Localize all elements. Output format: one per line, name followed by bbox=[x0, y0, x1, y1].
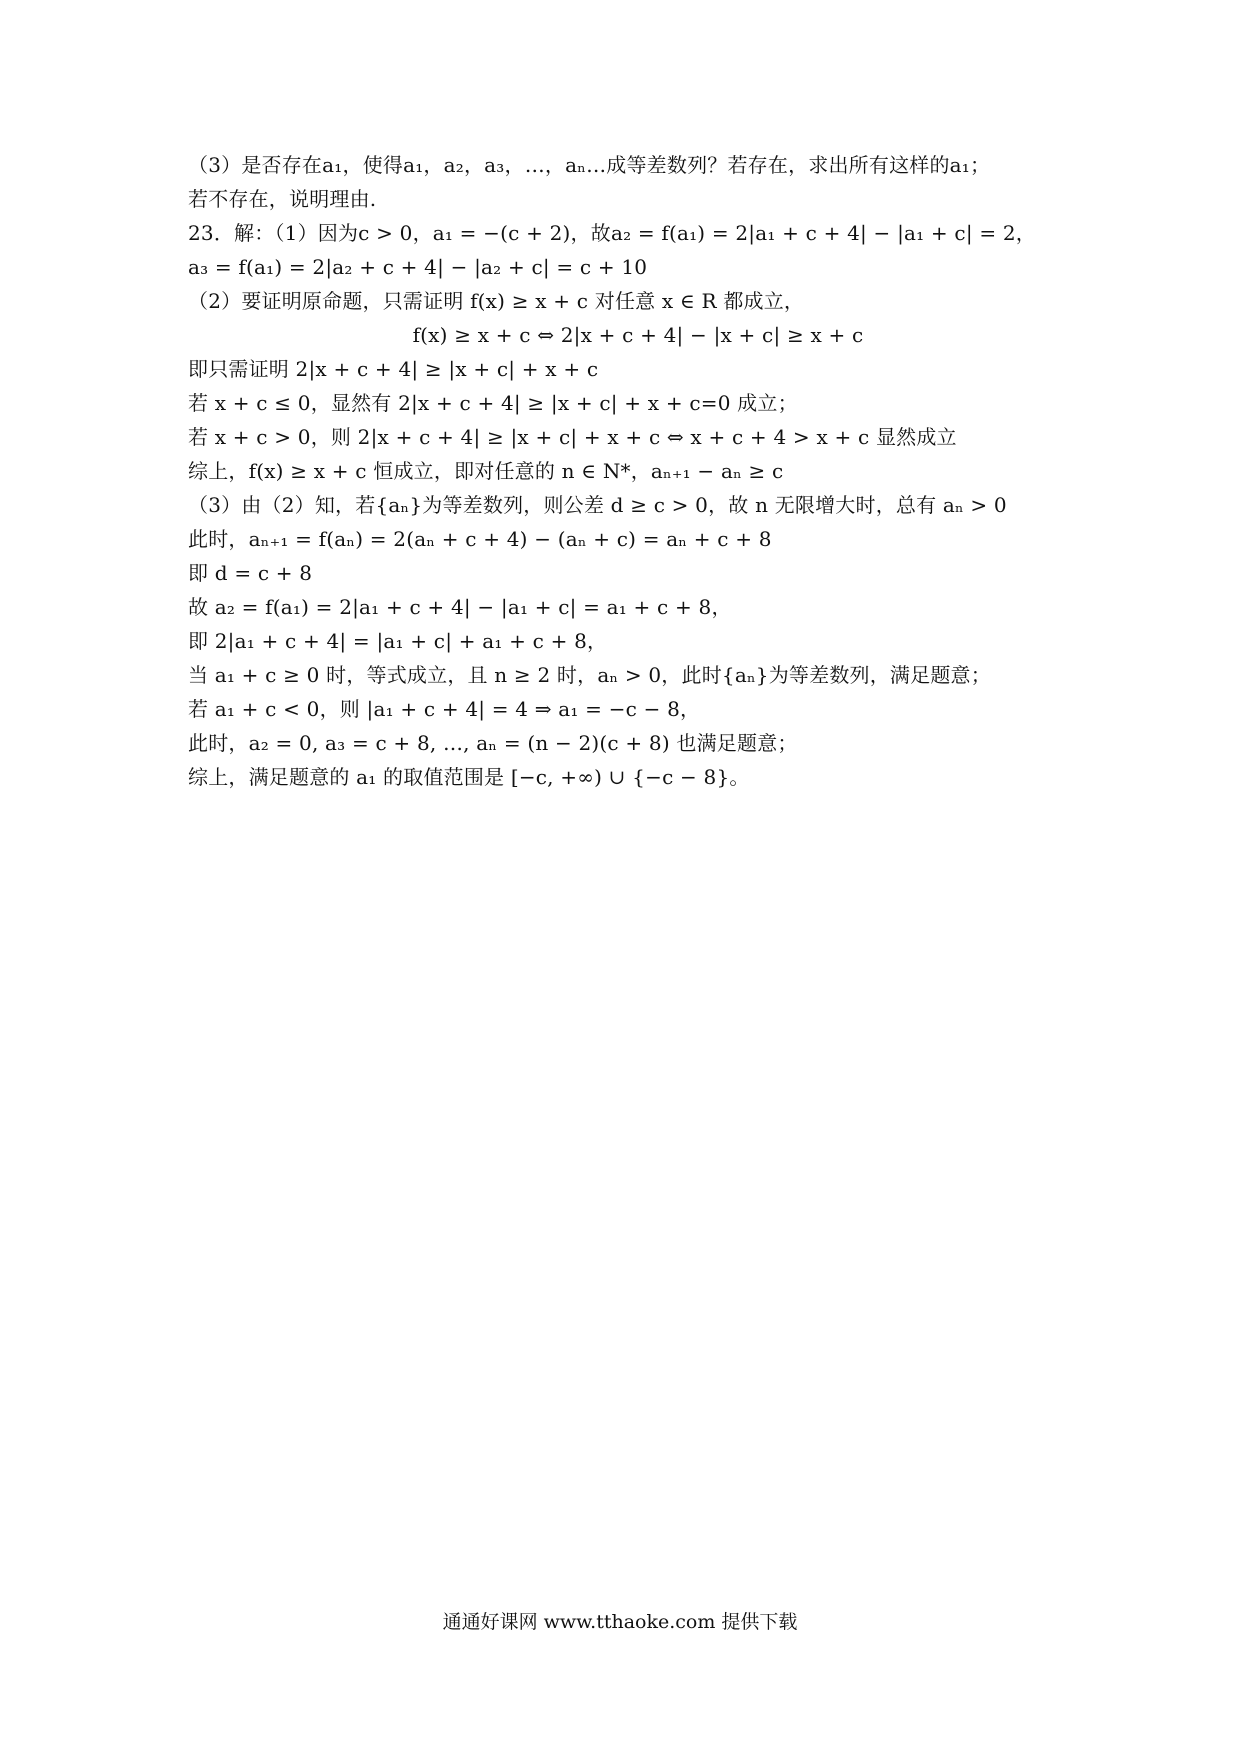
solution-23-part-2-reduce: 即只需证明 2|x + c + 4| ≥ |x + c| + x + c bbox=[188, 357, 599, 381]
solution-23-part-2-conclusion: 综上，f(x) ≥ x + c 恒成立，即对任意的 n ∈ N*，aₙ₊₁ − aₙ ≥ c bbox=[188, 459, 784, 483]
solution-23-part-2-intro: （2）要证明原命题，只需证明 f(x) ≥ x + c 对任意 x ∈ R 都成立， bbox=[188, 289, 805, 313]
solution-23-part-3-case-2: 若 a₁ + c < 0，则 |a₁ + c + 4| = 4 ⇒ a₁ = −c − 8， bbox=[188, 697, 701, 721]
solution-23-part-3-case-2-sequence: 此时，a₂ = 0, a₃ = c + 8, …, aₙ = (n − 2)(c + 8) 也满足题意； bbox=[188, 731, 798, 755]
question-3-line-1: （3）是否存在a₁，使得a₁，a₂，a₃，…，aₙ…成等差数列？若存在，求出所有这样的a₁； bbox=[188, 153, 991, 177]
solution-23-part-1-line-1: 23．解：（1）因为c > 0，a₁ = −(c + 2)，故a₂ = f(a₁) = 2|a₁ + c + 4| − |a₁ + c| = 2， bbox=[188, 221, 1036, 245]
solution-23-part-2-equivalence: f(x) ≥ x + c ⇔ 2|x + c + 4| − |x + c| ≥ x + c bbox=[412, 323, 864, 347]
solution-23-part-2-case-2: 若 x + c > 0，则 2|x + c + 4| ≥ |x + c| + x + c ⇔ x + c + 4 > x + c 显然成立 bbox=[188, 425, 957, 449]
solution-23-part-3-conclusion: 综上，满足题意的 a₁ 的取值范围是 [−c, +∞) ∪ {−c − 8}。 bbox=[188, 765, 750, 789]
solution-23-part-3-intro: （3）由（2）知，若{aₙ}为等差数列，则公差 d ≥ c > 0，故 n 无限增大时，总有 aₙ > 0 bbox=[188, 493, 1007, 517]
solution-23-part-1-line-2: a₃ = f(a₁) = 2|a₂ + c + 4| − |a₂ + c| = c + 10 bbox=[188, 255, 648, 279]
solution-23-part-3-equation: 即 2|a₁ + c + 4| = |a₁ + c| + a₁ + c + 8， bbox=[188, 629, 608, 653]
solution-23-part-3-recurrence: 此时，aₙ₊₁ = f(aₙ) = 2(aₙ + c + 4) − (aₙ + c) = aₙ + c + 8 bbox=[188, 527, 772, 551]
solution-23-part-3-case-1: 当 a₁ + c ≥ 0 时，等式成立，且 n ≥ 2 时，aₙ > 0，此时{aₙ}为等差数列，满足题意； bbox=[188, 663, 991, 687]
footer-source-credit: 通通好课网 www.tthaoke.com 提供下载 bbox=[442, 1611, 798, 1633]
solution-23-part-2-case-1: 若 x + c ≤ 0，显然有 2|x + c + 4| ≥ |x + c| + x + c=0 成立； bbox=[188, 391, 798, 415]
solution-23-part-3-common-difference: 即 d = c + 8 bbox=[188, 561, 313, 585]
question-3-line-2: 若不存在，说明理由. bbox=[188, 187, 377, 211]
solution-text-block bbox=[188, 148, 1088, 794]
solution-23-part-3-a2: 故 a₂ = f(a₁) = 2|a₁ + c + 4| − |a₁ + c| = a₁ + c + 8， bbox=[188, 595, 732, 619]
